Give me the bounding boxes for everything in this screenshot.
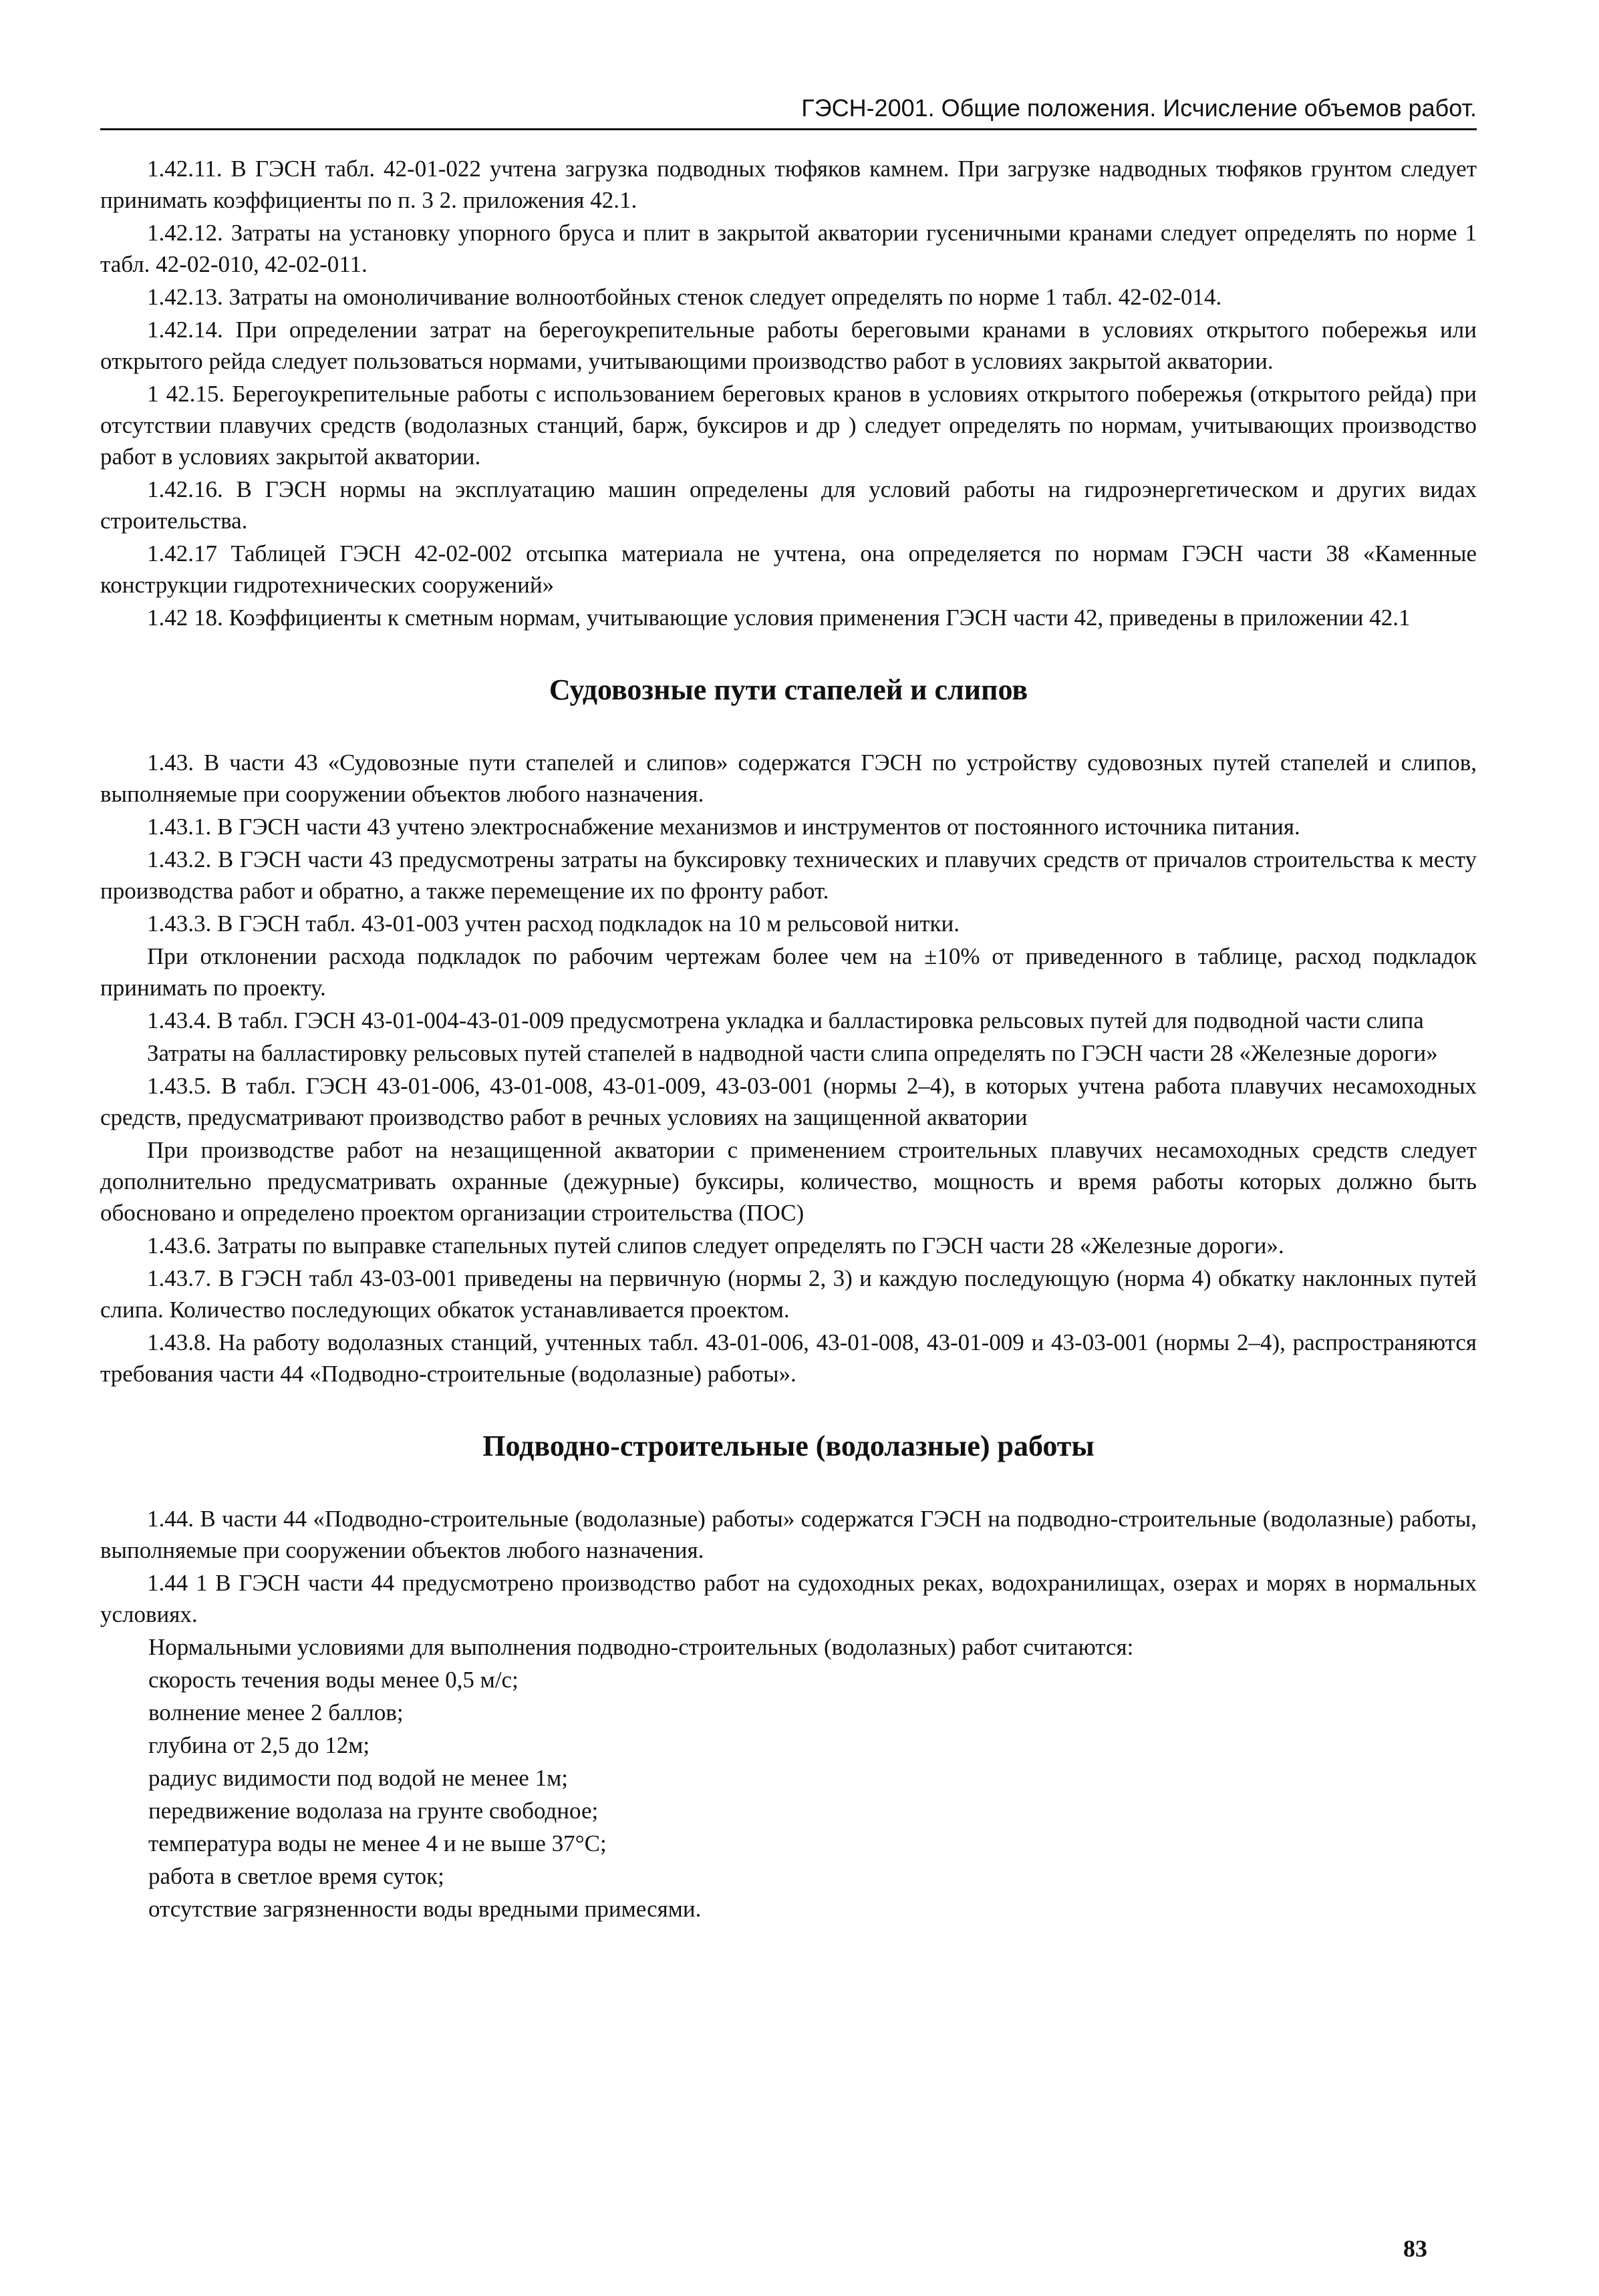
section-44-body [100,1503,1477,1925]
paragraph: При отклонении расхода подкладок по рабочим чертежам более чем на ±10% от приведенного в таблице, расход подкладок принимать по проекту. [100,943,1477,1001]
condition-item: радиус видимости под водой не менее 1м; [148,1765,568,1791]
paragraph: При производстве работ на незащищенной акватории с применением строительных плавучих несамоходных средств следует дополнительно предусматривать охранные (дежурные) буксиры, количество, мощность и время работы которых должно быть обосновано и определено проектом организации строительства (ПОС) [100,1137,1477,1226]
condition-item: передвижение водолаза на грунте свободное; [148,1798,599,1824]
paragraph: 1.43. В части 43 «Судовозные пути стапелей и слипов» содержатся ГЭСН по устройству судовозных путей стапелей и слипов, выполняемые при сооружении объектов любого назначения. [100,750,1477,807]
paragraph: 1.44 1 В ГЭСН части 44 предусмотрено производство работ на судоходных реках, водохранилищах, озерах и морях в нормальных условиях. [100,1570,1477,1627]
paragraph: 1 42.15. Берегоукрепительные работы с использованием береговых кранов в условиях открытого побережья (открытого рейда) при отсутствии плавучих средств (водолазных станций, барж, буксиров и др ) следует определять по нормам, учитывающих производство работ в условиях закрытой акватории. [100,381,1477,470]
paragraph: 1.43.7. В ГЭСН табл 43-03-001 приведены на первичную (нормы 2, 3) и каждую последующую (норма 4) обкатку наклонных путей слипа. Количество последующих обкаток устанавливается проектом. [100,1265,1477,1323]
paragraph: 1.43.4. В табл. ГЭСН 43-01-004-43-01-009 предусмотрена укладка и балластировка рельсовых путей для подводной части слипа [147,1007,1424,1033]
page-number: 83 [1403,2235,1427,2262]
paragraph: 1.44. В части 44 «Подводно-строительные (водолазные) работы» содержатся ГЭСН на подводно-строительные (водолазные) работы, выполняемые при сооружении объектов любого назначения. [100,1506,1477,1563]
running-header: ГЭСН-2001. Общие положения. Исчисление объемов работ. [100,94,1477,130]
condition-item: глубина от 2,5 до 12м; [148,1732,370,1758]
condition-item: волнение менее 2 баллов; [148,1699,404,1726]
section-heading-slipways: Судовозные пути стапелей и слипов [549,673,1028,706]
paragraph: 1.43.6. Затраты по выправке стапельных путей слипов следует определять по ГЭСН части 28 «Железные дороги». [147,1233,1284,1259]
paragraph: 1.42.12. Затраты на установку упорного бруса и плит в закрытой акватории гусеничными кранами следует определять по норме 1 табл. 42-02-010, 42-02-011. [100,220,1477,277]
paragraph: 1.43.1. В ГЭСН части 43 учтено электроснабжение механизмов и инструментов от постоянного источника питания. [147,814,1300,840]
section-42-body [100,153,1477,633]
condition-item: отсутствие загрязненности воды вредными примесями. [148,1896,702,1922]
paragraph: 1.43.3. В ГЭСН табл. 43-01-003 учтен расход подкладок на 10 м рельсовой нитки. [147,911,960,937]
condition-item: температура воды не менее 4 и не выше 37°С; [148,1830,607,1856]
paragraph: 1.43.8. На работу водолазных станций, учтенных табл. 43-01-006, 43-01-008, 43-01-009 и 43-03-001 (нормы 2–4), распространяются требования части 44 «Подводно-строительные (водолазные) работы». [100,1329,1477,1387]
paragraph: 1.43.5. В табл. ГЭСН 43-01-006, 43-01-008, 43-01-009, 43-03-001 (нормы 2–4), в которых учтена работа плавучих несамоходных средств, предусматривают производство работ в речных условиях на защищенной акватории [100,1073,1477,1130]
section-heading-diving-works: Подводно-строительные (водолазные) работы [482,1430,1095,1462]
paragraph: 1.42.14. При определении затрат на берегоукрепительные работы береговыми кранами в условиях открытого побережья или открытого рейда следует пользоваться нормами, учитывающими производство работ в условиях закрытой акватории. [100,317,1477,374]
paragraph: 1.42.16. В ГЭСН нормы на эксплуатацию машин определены для условий работы на гидроэнергетическом и других видах строительства. [100,476,1477,534]
paragraph: 1.42.11. В ГЭСН табл. 42-01-022 учтена загрузка подводных тюфяков камнем. При загрузке надводных тюфяков грунтом следует принимать коэффициенты по п. 3 2. приложения 42.1. [100,156,1477,213]
section-43-body [100,747,1477,1389]
paragraph: 1.42 18. Коэффициенты к сметным нормам, учитывающие условия применения ГЭСН части 42, приведены в приложении 42.1 [147,605,1411,631]
paragraph: 1.43.2. В ГЭСН части 43 предусмотрены затраты на буксировку технических и плавучих средств от причалов строительства к месту производства работ и обратно, а также перемещение их по фронту работ. [100,846,1477,904]
document-page [100,94,1477,1926]
paragraph: Затраты на балластировку рельсовых путей стапелей в надводной части слипа определять по ГЭСН части 28 «Железные дороги» [147,1040,1438,1066]
condition-item: скорость течения воды менее 0,5 м/с; [148,1667,519,1693]
conditions-intro: Нормальными условиями для выполнения подводно-строительных (водолазных) работ считаются: [148,1634,1134,1660]
condition-item: работа в светлое время суток; [148,1863,444,1889]
paragraph: 1.42.17 Таблицей ГЭСН 42-02-002 отсыпка материала не учтена, она определяется по нормам ГЭСН части 38 «Каменные конструкции гидротехнических сооружений» [100,540,1477,598]
paragraph: 1.42.13. Затраты на омоноличивание волноотбойных стенок следует определять по норме 1 табл. 42-02-014. [147,284,1222,310]
